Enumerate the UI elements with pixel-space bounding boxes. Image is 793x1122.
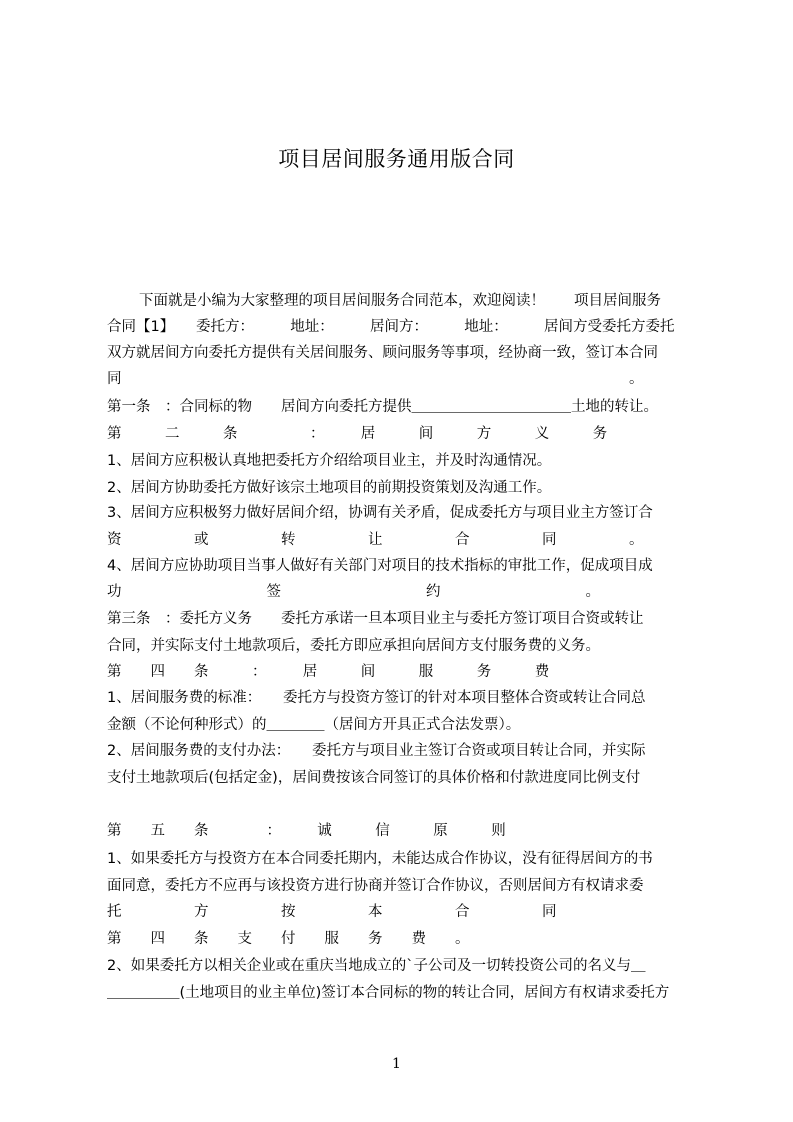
article-heading: 第 五 条 ： 诚 信 原 则	[107, 823, 506, 839]
clause-line: 金额（不论何种形式）的＿＿＿＿（居间方开具正式合法发票）。	[107, 717, 521, 733]
clause-line: 功 签 约 。	[107, 584, 600, 600]
clause-line: 2、居间方协助委托方做好该宗土地项目的前期投资策划及沟通工作。	[107, 480, 552, 496]
document-body	[107, 0, 697, 1122]
clause-line: 3、居间方应积极努力做好居间介绍，协调有关矛盾，促成委托方与项目业主方签订合	[107, 505, 653, 521]
article-heading: 第 二 条 ： 居 间 方 义 务	[107, 426, 608, 442]
clause-line: 1、居间服务费的标准： 委托方与投资方签订的针对本项目整体合资或转让合同总	[107, 690, 646, 706]
article-heading: 第 四 条 ： 居 间 服 务 费	[107, 664, 550, 680]
clause-line: 托 方 按 本 合 同	[107, 904, 557, 920]
clause-line: 资 或 转 让 合 同 。	[107, 532, 644, 548]
clause-line: 1、如果委托方与投资方在本合同委托期内，未能达成合作协议，没有征得居间方的书	[107, 851, 653, 867]
clause-line: 1、居间方应积极认真地把委托方介绍给项目业主，并及时沟通情况。	[107, 453, 552, 469]
paragraph-line: 下面就是小编为大家整理的项目居间服务合同范本，欢迎阅读！ 项目居间服务	[139, 293, 661, 309]
clause-line: 2、如果委托方以相关企业或在重庆当地成立的`子公司及一切转投资公司的名义与＿	[107, 958, 646, 974]
article-heading: 第三条 ：委托方义务 委托方承诺一旦本项目业主与委托方签订项目合资或转让	[107, 611, 644, 627]
page-number: 1	[392, 1056, 401, 1072]
clause-line: 支付土地款项后(包括定金)，居间费按该合同签订的具体价格和付款进度同比例支付	[107, 770, 641, 786]
paragraph-line: 合同【1】 委托方： 地址： 居间方： 地址： 居间方受委托方委托	[107, 319, 675, 335]
clause-line: 面同意，委托方不应再与该投资方进行协商并签订合作协议，否则居间方有权请求委	[107, 878, 644, 894]
document-title: 项目居间服务通用版合同	[278, 147, 515, 171]
paragraph-line: 双方就居间方向委托方提供有关居间服务、顾问服务等事项，经协商一致，签订本合同	[107, 345, 658, 361]
article-heading: 第一条 ：合同标的物 居间方向委托方提供＿＿＿＿＿＿＿＿＿＿＿土地的转让。	[107, 399, 658, 415]
paragraph-line: 同 。	[107, 371, 644, 387]
clause-line: 4、居间方应协助项目当事人做好有关部门对项目的技术指标的审批工作，促成项目成	[107, 558, 653, 574]
clause-line: 第 四 条 支 付 服 务 费 。	[107, 931, 470, 947]
clause-line: ＿＿＿＿＿(土地项目的业主单位)签订本合同标的物的转让合同，居间方有权请求委托方	[107, 985, 670, 1001]
clause-line: 合同，并实际支付土地款项后，委托方即应承担向居间方支付服务费的义务。	[107, 638, 600, 654]
clause-line: 2、居间服务费的支付办法： 委托方与项目业主签订合资或项目转让合同，并实际	[107, 743, 646, 759]
